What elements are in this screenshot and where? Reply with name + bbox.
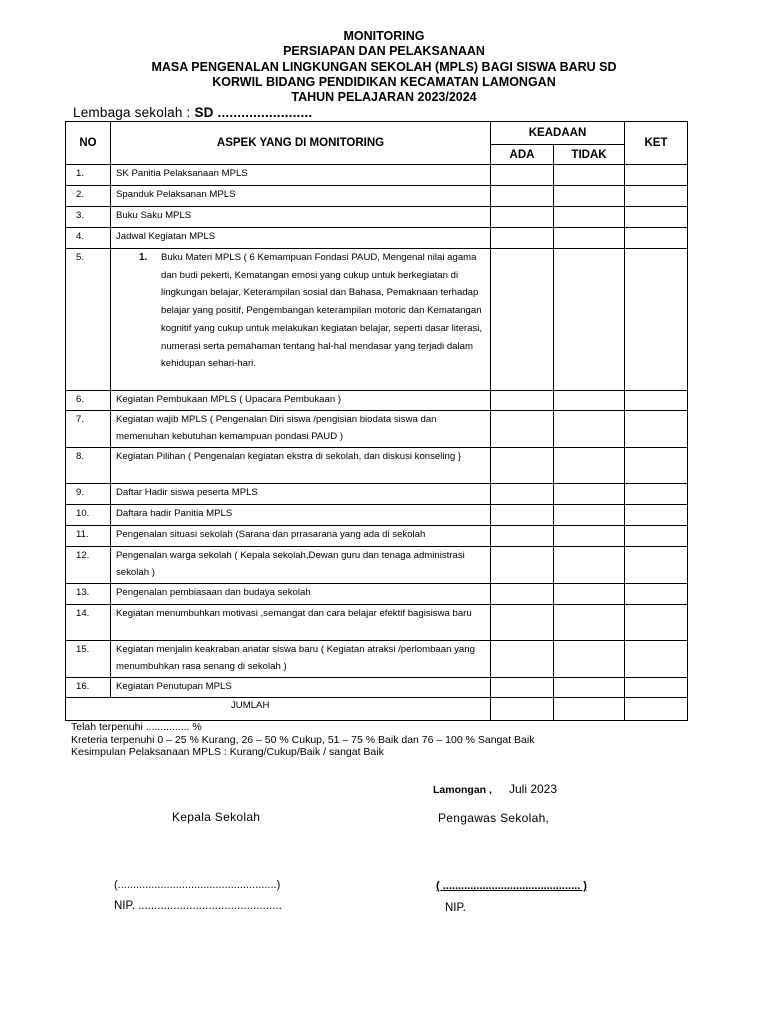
- cell-ket[interactable]: [625, 249, 688, 391]
- row-number: 7.: [66, 411, 111, 448]
- cell-ada[interactable]: [491, 526, 554, 547]
- cell-ket[interactable]: [625, 228, 688, 249]
- header-program: MASA PENGENALAN LINGKUNGAN SEKOLAH (MPLS) BAGI SISWA BARU SD: [151, 59, 617, 74]
- cell-ada[interactable]: [491, 484, 554, 505]
- cell-tidak[interactable]: [554, 584, 625, 605]
- cell-ada[interactable]: [491, 505, 554, 526]
- cell-ada[interactable]: [491, 207, 554, 228]
- table-row: [66, 678, 688, 698]
- table-row: [66, 584, 688, 605]
- jumlah-ada[interactable]: [491, 698, 554, 721]
- row-number: 2.: [66, 186, 111, 207]
- table-row: [66, 411, 688, 448]
- row-aspek: Kegiatan wajib MPLS ( Pengenalan Diri siswa /pengisian biodata siswa dan memenuhan kebutuhan kemampuan pondasi PAUD ): [111, 411, 491, 448]
- cell-tidak[interactable]: [554, 526, 625, 547]
- notes: [71, 721, 534, 759]
- row-aspek-text: Buku Materi MPLS ( 6 Kemampuan Fondasi PAUD, Mengenal nilai agama dan budi pekerti, Kematangan emosi yang cukup untuk berkegiatan di lingkungan belajar, Keterampilan sosial dan Bahasa, Pemaknaan terhadap belajar yang positif, Pengembangan keterampilan motoric dan Kematangan kognitif yang cukup untuk melakukan kegiatan belajar, seperti dasar literasi, numerasi serta pemahaman tentang hal-hal mendasar yang terjadi dalam kehidupan sehari-hari.: [161, 252, 483, 370]
- cell-ket[interactable]: [625, 526, 688, 547]
- cell-ket[interactable]: [625, 411, 688, 448]
- table-row: [66, 391, 688, 411]
- row-number: 6.: [66, 391, 111, 411]
- cell-tidak[interactable]: [554, 411, 625, 448]
- row-number: 1.: [66, 165, 111, 186]
- table-row: [66, 526, 688, 547]
- cell-ada[interactable]: [491, 448, 554, 484]
- header-title: MONITORING: [343, 29, 425, 43]
- cell-tidak[interactable]: [554, 186, 625, 207]
- cell-ket[interactable]: [625, 186, 688, 207]
- row-aspek: Kegiatan menumbuhkan motivasi ,semangat dan cara belajar efektif bagisiswa baru: [111, 605, 491, 641]
- monitoring-table: [65, 121, 688, 721]
- cell-tidak[interactable]: [554, 165, 625, 186]
- table-row: [66, 605, 688, 641]
- place-month: Juli 2023: [508, 782, 558, 796]
- cell-ada[interactable]: [491, 249, 554, 391]
- cell-ket[interactable]: [625, 641, 688, 678]
- cell-tidak[interactable]: [554, 448, 625, 484]
- header-ada: ADA: [491, 145, 554, 165]
- table-row: [66, 186, 688, 207]
- cell-ada[interactable]: [491, 391, 554, 411]
- row-aspek: [111, 249, 491, 391]
- cell-ket[interactable]: [625, 391, 688, 411]
- row-number: 8.: [66, 448, 111, 484]
- kepala-sekolah-name: (....................................................): [114, 879, 281, 891]
- header-year: TAHUN PELAJARAN 2023/2024: [291, 90, 477, 105]
- place-date: [433, 782, 557, 796]
- cell-tidak[interactable]: [554, 249, 625, 391]
- row-aspek: Kegiatan Penutupan MPLS: [111, 678, 491, 698]
- cell-ket[interactable]: [625, 547, 688, 584]
- cell-ada[interactable]: [491, 678, 554, 698]
- table-row: [66, 249, 688, 391]
- lembaga-label: Lembaga sekolah :: [73, 105, 191, 120]
- cell-tidak[interactable]: [554, 391, 625, 411]
- row-number: 9.: [66, 484, 111, 505]
- cell-tidak[interactable]: [554, 605, 625, 641]
- cell-ket[interactable]: [625, 484, 688, 505]
- notes-kriteria: Kreteria terpenuhi 0 – 25 % Kurang, 26 – 50 % Cukup, 51 – 75 % Baik dan 76 – 100 % Sangat Baik: [71, 733, 535, 746]
- table-row: [66, 228, 688, 249]
- row-aspek: Buku Saku MPLS: [111, 207, 491, 228]
- row-aspek: Jadwal Kegiatan MPLS: [111, 228, 491, 249]
- notes-kesimpulan: Kesimpulan Pelaksanaan MPLS : Kurang/Cukup/Baik / sangat Baik: [71, 746, 384, 759]
- pengawas-sekolah-nip: NIP.: [445, 902, 466, 914]
- row-aspek: SK Panitia Pelaksanaan MPLS: [111, 165, 491, 186]
- row-number: 3.: [66, 207, 111, 228]
- cell-ket[interactable]: [625, 448, 688, 484]
- header-no: NO: [66, 122, 111, 165]
- cell-ket[interactable]: [625, 505, 688, 526]
- header-korwil: KORWIL BIDANG PENDIDIKAN KECAMATAN LAMONGAN: [212, 74, 556, 89]
- cell-ada[interactable]: [491, 584, 554, 605]
- row-number: 5.: [66, 249, 111, 391]
- table-row: [66, 641, 688, 678]
- document-header: [0, 29, 768, 105]
- row-aspek: Daftara hadir Panitia MPLS: [111, 505, 491, 526]
- row-aspek: Pengenalan pembiasaan dan budaya sekolah: [111, 584, 491, 605]
- cell-ket[interactable]: [625, 165, 688, 186]
- pengawas-sekolah-title: Pengawas Sekolah,: [438, 811, 550, 825]
- jumlah-row: [66, 698, 688, 721]
- cell-tidak[interactable]: [554, 228, 625, 249]
- row-number: 10.: [66, 505, 111, 526]
- cell-tidak[interactable]: [554, 207, 625, 228]
- row-aspek: Pengenalan warga sekolah ( Kepala sekolah,Dewan guru dan tenaga administrasi sekolah ): [111, 547, 491, 584]
- lembaga-sekolah: [73, 105, 312, 120]
- table-row: [66, 505, 688, 526]
- header-subtitle: PERSIAPAN DAN PELAKSANAAN: [283, 44, 485, 59]
- sub-number: 1.: [139, 252, 148, 263]
- table-row: [66, 207, 688, 228]
- cell-ada[interactable]: [491, 165, 554, 186]
- row-number: 11.: [66, 526, 111, 547]
- pengawas-sekolah-name: ( ............................................. ): [436, 880, 587, 892]
- jumlah-ket[interactable]: [625, 698, 688, 721]
- cell-tidak[interactable]: [554, 505, 625, 526]
- cell-tidak[interactable]: [554, 678, 625, 698]
- row-aspek: Kegiatan Pilihan ( Pengenalan kegiatan ekstra di sekolah, dan diskusi konseling }: [111, 448, 491, 484]
- jumlah-tidak[interactable]: [554, 698, 625, 721]
- row-aspek: Pengenalan situasi sekolah (Sarana dan prrasarana yang ada di sekolah: [111, 526, 491, 547]
- cell-tidak[interactable]: [554, 641, 625, 678]
- row-number: 16.: [66, 678, 111, 698]
- cell-ket[interactable]: [625, 678, 688, 698]
- cell-ada[interactable]: [491, 186, 554, 207]
- row-number: 15.: [66, 641, 111, 678]
- cell-ada[interactable]: [491, 605, 554, 641]
- table-row: [66, 165, 688, 186]
- cell-tidak[interactable]: [554, 484, 625, 505]
- row-number: 14.: [66, 605, 111, 641]
- row-aspek: Kegiatan menjalin keakraban anatar siswa baru ( Kegiatan atraksi /perlombaan yang menumbuhkan rasa senang di sekolah ): [111, 641, 491, 678]
- cell-ket[interactable]: [625, 207, 688, 228]
- row-aspek: Spanduk Pelaksanan MPLS: [111, 186, 491, 207]
- cell-ada[interactable]: [491, 641, 554, 678]
- place-city: Lamongan ,: [433, 784, 492, 796]
- header-ket: KET: [625, 122, 688, 165]
- row-number: 13.: [66, 584, 111, 605]
- cell-ada[interactable]: [491, 547, 554, 584]
- cell-ada[interactable]: [491, 411, 554, 448]
- table-row: [66, 484, 688, 505]
- header-aspek: ASPEK YANG DI MONITORING: [111, 122, 491, 165]
- cell-ada[interactable]: [491, 228, 554, 249]
- notes-terpenuhi: Telah terpenuhi ............... %: [71, 721, 202, 733]
- cell-ket[interactable]: [625, 584, 688, 605]
- cell-tidak[interactable]: [554, 547, 625, 584]
- row-number: 4.: [66, 228, 111, 249]
- kepala-sekolah-title: Kepala Sekolah: [172, 810, 261, 824]
- row-aspek: Daftar Hadir siswa peserta MPLS: [111, 484, 491, 505]
- header-keadaan: KEADAAN: [491, 122, 625, 145]
- row-number: 12.: [66, 547, 111, 584]
- row-aspek: Kegiatan Pembukaan MPLS ( Upacara Pembukaan ): [111, 391, 491, 411]
- table-row: [66, 448, 688, 484]
- kepala-sekolah-nip: NIP. .............................................: [114, 900, 282, 912]
- jumlah-label: JUMLAH: [66, 698, 491, 721]
- table-row: [66, 547, 688, 584]
- cell-ket[interactable]: [625, 605, 688, 641]
- header-tidak: TIDAK: [554, 145, 625, 165]
- lembaga-value: SD ........................: [194, 105, 313, 120]
